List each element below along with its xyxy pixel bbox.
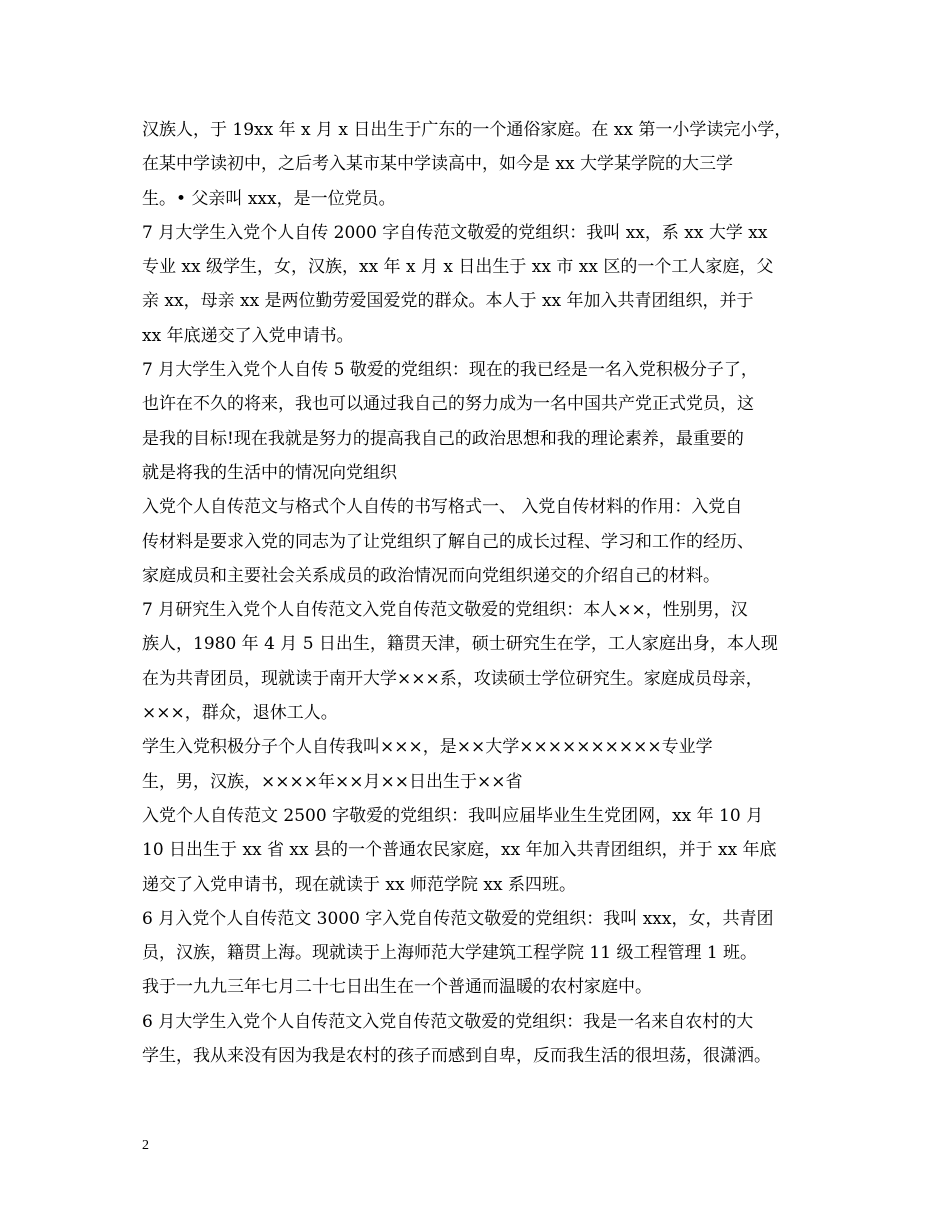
text-line: 就是将我的生活中的情况向党组织	[142, 462, 397, 483]
text-line: 7 月大学生入党个人自传 2000 字自传范文敬爱的党组织：我叫 xx，系 xx 大学 xx	[142, 222, 768, 243]
text-line: 汉族人，于 19xx 年 x 月 x 日出生于广东的一个通俗家庭。在 xx 第一小学读完小学，	[142, 120, 792, 140]
text-line: 入党个人自传范文与格式个人自传的书写格式一、 入党自传材料的作用：入党自	[142, 497, 743, 518]
text-line: 生，男，汉族，××××年××月××日出生于××省	[142, 771, 523, 792]
paragraph-3	[142, 353, 822, 490]
text-line: 也许在不久的将来，我也可以通过我自己的努力成为一名中国共产党正式党员，这	[142, 394, 754, 415]
text-line: 学生入党积极分子个人自传我叫×××，是××大学××××××××××专业学	[142, 737, 713, 758]
paragraph-7	[142, 799, 822, 902]
text-line: 10 日出生于 xx 省 xx 县的一个普通农民家庭，xx 年加入共青团组织，并于 xx 年底	[142, 840, 777, 861]
text-line: 是我的目标!现在我就是努力的提高我自己的政治思想和我的理论素养，最重要的	[142, 428, 744, 449]
text-line: 传材料是要求入党的同志为了让党组织了解自己的成长过程、学习和工作的经历、	[142, 531, 754, 552]
text-line: 7 月大学生入党个人自传 5 敬爱的党组织：现在的我已经是一名入党积极分子了，	[142, 360, 758, 381]
text-line: 家庭成员和主要社会关系成员的政治情况而向党组织递交的介绍自己的材料。	[142, 565, 720, 586]
text-line: 入党个人自传范文 2500 字敬爱的党组织：我叫应届毕业生生党团网，xx 年 10 月	[142, 805, 764, 826]
paragraph-4	[142, 490, 822, 593]
text-line: 6 月入党个人自传范文 3000 字入党自传范文敬爱的党组织：我叫 xxx，女，共青团	[142, 908, 774, 929]
text-line: 递交了入党申请书，现在就读于 xx 师范学院 xx 系四班。	[142, 874, 576, 895]
text-line: 在某中学读初中，之后考入某市某中学读高中，如今是 xx 大学某学院的大三学	[142, 154, 733, 175]
text-line: xx 年底递交了入党申请书。	[142, 325, 354, 346]
text-line: 我于一九九三年七月二十七日出生在一个普通而温暖的农村家庭中。	[142, 977, 652, 998]
text-line: 6 月大学生入党个人自传范文入党自传范文敬爱的党组织：我是一名来自农村的大	[142, 1011, 754, 1032]
text-line: 7 月研究生入党个人自传范文入党自传范文敬爱的党组织：本人××，性别男，汉	[142, 600, 748, 621]
text-line: ×××，群众，退休工人。	[142, 703, 338, 724]
text-line: 亲 xx，母亲 xx 是两位勤劳爱国爱党的群众。本人于 xx 年加入共青团组织，并于	[142, 291, 754, 312]
paragraph-1	[142, 113, 822, 216]
text-line: 生。• 父亲叫 xxx，是一位党员。	[142, 188, 396, 209]
page-number: 2	[142, 1138, 149, 1153]
paragraph-8	[142, 902, 822, 1005]
paragraph-5	[142, 593, 822, 730]
paragraph-9	[142, 1005, 822, 1074]
text-line: 学生，我从来没有因为我是农村的孩子而感到自卑，反而我生活的很坦荡，很潇洒。	[142, 1046, 771, 1067]
text-line: 专业 xx 级学生，女，汉族，xx 年 x 月 x 日出生于 xx 市 xx 区的一个工人家庭，父	[142, 257, 774, 278]
document-body	[142, 113, 822, 1073]
paragraph-6	[142, 730, 822, 799]
text-line: 族人，1980 年 4 月 5 日出生，籍贯天津，硕士研究生在学，工人家庭出身，本人现	[142, 634, 778, 655]
text-line: 在为共青团员，现就读于南开大学×××系，攻读硕士学位研究生。家庭成员母亲，	[142, 668, 763, 689]
paragraph-2	[142, 216, 822, 353]
text-line: 员，汉族，籍贯上海。现就读于上海师范大学建筑工程学院 11 级工程管理 1 班。	[142, 943, 758, 964]
